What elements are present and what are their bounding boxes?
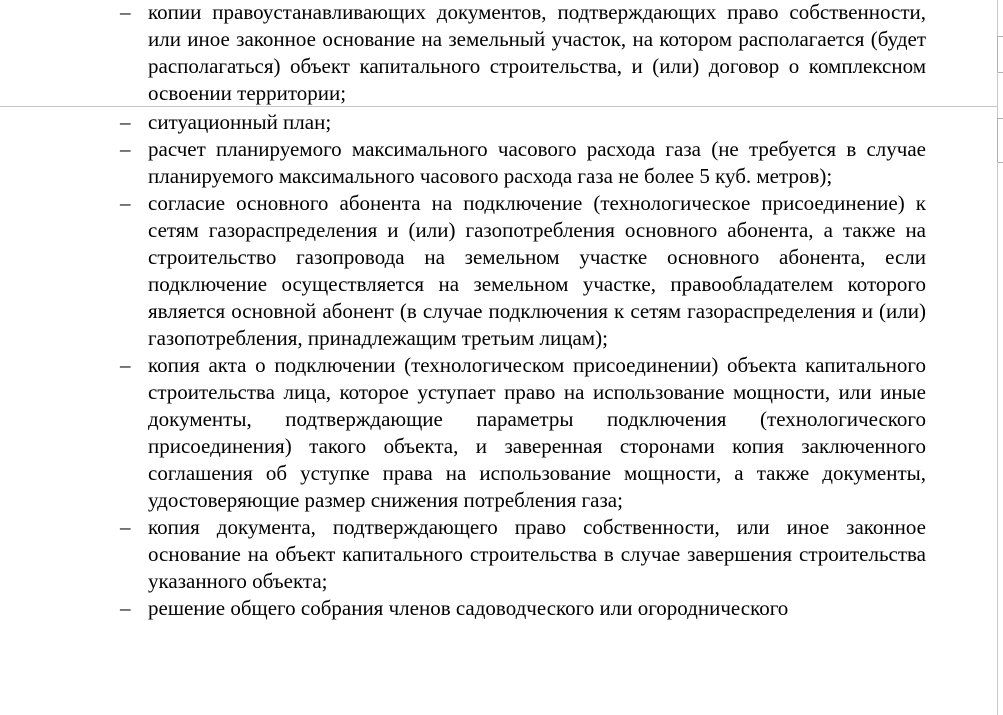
list-item xyxy=(0,0,997,107)
scrollbar-edge xyxy=(998,36,1003,37)
list-item-text: копия документа, подтверждающего право собственности, или иное законное основание на объект капитального строительства в случае завершения строительства указанного объекта; xyxy=(148,515,926,593)
scrollbar-edge xyxy=(998,118,1003,119)
list-item-text: расчет планируемого максимального часового расхода газа (не требуется в случае планируемого максимального часового расхода газа не более 5 куб. метров); xyxy=(148,137,926,188)
list-item-text: решение общего собрания членов садоводческого или огороднического xyxy=(148,596,789,620)
bullet-dash: – xyxy=(120,353,131,377)
bullet-dash: – xyxy=(120,191,131,215)
bullet-dash: – xyxy=(120,0,131,24)
scrollbar-edge xyxy=(998,72,1003,73)
list-item xyxy=(0,514,997,595)
scrollbar-edge xyxy=(997,118,998,162)
bullet-dash: – xyxy=(120,515,131,539)
page-break-line xyxy=(0,106,997,107)
scrollbar-edge xyxy=(998,162,1003,163)
list-item-text: ситуационный план; xyxy=(148,110,332,134)
list-item xyxy=(0,190,997,352)
list-item xyxy=(0,352,997,514)
list-item xyxy=(0,136,997,190)
list-item xyxy=(0,109,997,136)
scrollbar-edge xyxy=(997,36,998,72)
bullet-dash: – xyxy=(120,596,131,620)
list-item xyxy=(0,595,997,622)
bullet-dash: – xyxy=(120,137,131,161)
list-item-text: копии правоустанавливающих документов, подтверждающих право собственности, или иное законное основание на земельный участок, на котором располагается (будет располагаться) объект капитального строительства, и (или) договор о комплексном освоении территории; xyxy=(148,0,926,105)
list-item-text: копия акта о подключении (технологическом присоединении) объекта капитального строительства лица, которое уступает право на использование мощности, или иные документы, подтверждающие параметры подключения (технологического присоединения) такого объекта, и заверенная сторонами копия заключенного соглашения об уступке права на использование мощности, а также документы, удостоверяющие размер снижения потребления газа; xyxy=(148,353,926,512)
bullet-dash: – xyxy=(120,110,131,134)
list-item-text: согласие основного абонента на подключение (технологическое присоединение) к сетям газораспределения и (или) газопотребления основного абонента, а также на строительство газопровода на земельном участке основного абонента, если подключение осуществляется на земельном участке, правообладателем которого является основной абонент (в случае подключения к сетям газораспределения и (или) газопотребления, принадлежащим третьим лицам); xyxy=(148,191,926,350)
